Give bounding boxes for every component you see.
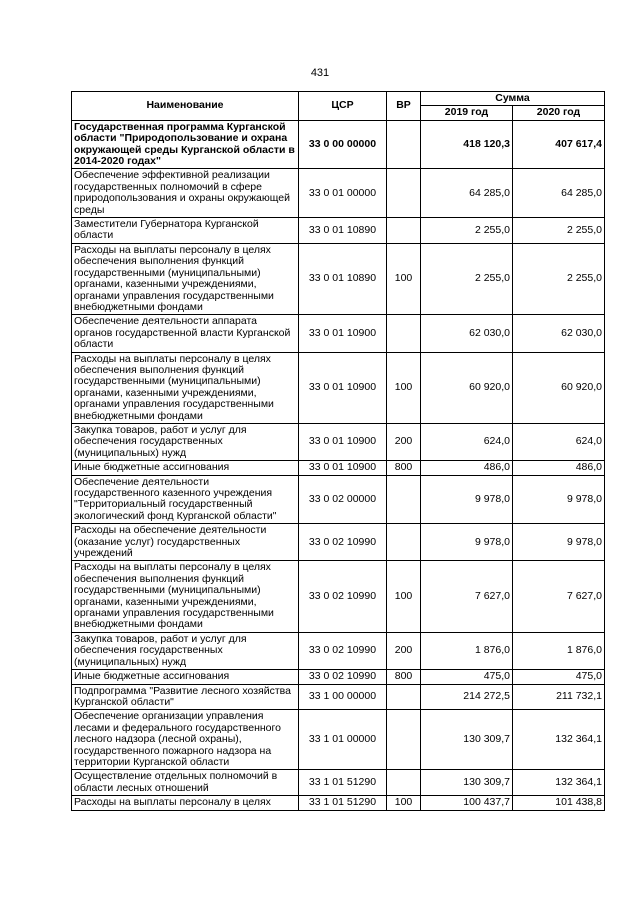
budget-table [71, 91, 605, 811]
row-sum-2020: 60 920,0 [513, 352, 605, 423]
row-sum-2020: 486,0 [513, 461, 605, 475]
row-csr: 33 0 01 10900 [299, 315, 387, 352]
row-sum-2020: 9 978,0 [513, 524, 605, 561]
row-sum-2019: 60 920,0 [421, 352, 513, 423]
header-vr: ВР [387, 92, 421, 121]
row-csr: 33 0 02 00000 [299, 475, 387, 524]
row-sum-2019: 2 255,0 [421, 218, 513, 244]
row-vr [387, 770, 421, 796]
page-number: 431 [310, 67, 330, 79]
row-csr: 33 1 01 51290 [299, 770, 387, 796]
row-vr: 200 [387, 423, 421, 460]
row-csr: 33 0 01 00000 [299, 169, 387, 218]
row-sum-2019: 2 255,0 [421, 243, 513, 314]
table-row [72, 315, 605, 352]
row-vr: 800 [387, 670, 421, 684]
row-vr [387, 710, 421, 770]
row-sum-2019: 9 978,0 [421, 524, 513, 561]
row-csr: 33 0 01 10890 [299, 218, 387, 244]
row-sum-2020: 2 255,0 [513, 243, 605, 314]
row-vr: 100 [387, 561, 421, 632]
row-vr [387, 169, 421, 218]
row-vr: 100 [387, 352, 421, 423]
table-row [72, 770, 605, 796]
row-name: Расходы на выплаты персоналу в целях обеспечения выполнения функций государственными (муниципальными) органами, казенными учреждениями, органами управления государственными внебюджетными фондами [72, 352, 299, 423]
row-name: Государственная программа Курганской области "Природопользование и охрана окружающей среды Курганской области в 2014-2020 годах" [72, 120, 299, 169]
row-vr [387, 120, 421, 169]
row-sum-2019: 624,0 [421, 423, 513, 460]
table-row [72, 461, 605, 475]
row-sum-2020: 132 364,1 [513, 710, 605, 770]
table-row [72, 243, 605, 314]
row-vr: 200 [387, 632, 421, 669]
header-2020: 2020 год [513, 106, 605, 120]
row-sum-2019: 64 285,0 [421, 169, 513, 218]
row-sum-2019: 130 309,7 [421, 770, 513, 796]
row-sum-2019: 418 120,3 [421, 120, 513, 169]
header-csr: ЦСР [299, 92, 387, 121]
row-name: Иные бюджетные ассигнования [72, 670, 299, 684]
row-name: Иные бюджетные ассигнования [72, 461, 299, 475]
row-vr [387, 475, 421, 524]
table-row [72, 524, 605, 561]
table-row [72, 561, 605, 632]
row-csr: 33 1 01 00000 [299, 710, 387, 770]
row-name: Расходы на выплаты персоналу в целях обеспечения выполнения функций государственными (муниципальными) органами, казенными учреждениями, органами управления государственными внебюджетными фондами [72, 243, 299, 314]
row-csr: 33 1 01 51290 [299, 796, 387, 810]
row-name: Закупка товаров, работ и услуг для обеспечения государственных (муниципальных) нужд [72, 632, 299, 669]
table-row [72, 423, 605, 460]
row-csr: 33 0 01 10900 [299, 423, 387, 460]
row-vr: 100 [387, 796, 421, 810]
row-name: Обеспечение деятельности аппарата органов государственной власти Курганской области [72, 315, 299, 352]
row-csr: 33 0 00 00000 [299, 120, 387, 169]
row-csr: 33 0 01 10890 [299, 243, 387, 314]
row-sum-2020: 407 617,4 [513, 120, 605, 169]
row-name: Обеспечение эффективной реализации государственных полномочий в сфере природопользования и охраны окружающей среды [72, 169, 299, 218]
row-sum-2019: 1 876,0 [421, 632, 513, 669]
table-row [72, 352, 605, 423]
table-row [72, 684, 605, 710]
row-name: Обеспечение организации управления лесами и федерального государственного лесного надзора (лесной охраны), государственного пожарного надзора на территории Курганской области [72, 710, 299, 770]
row-name: Подпрограмма "Развитие лесного хозяйства Курганской области" [72, 684, 299, 710]
row-name: Расходы на выплаты персоналу в целях [72, 796, 299, 810]
table-row [72, 218, 605, 244]
row-sum-2020: 9 978,0 [513, 475, 605, 524]
row-sum-2020: 624,0 [513, 423, 605, 460]
row-name: Обеспечение деятельности государственного казенного учреждения "Территориальный государственный экологический фонд Курганской области" [72, 475, 299, 524]
table-row [72, 120, 605, 169]
row-sum-2019: 130 309,7 [421, 710, 513, 770]
header-2019: 2019 год [421, 106, 513, 120]
row-vr [387, 684, 421, 710]
row-sum-2019: 7 627,0 [421, 561, 513, 632]
row-name: Расходы на обеспечение деятельности (оказание услуг) государственных учреждений [72, 524, 299, 561]
row-sum-2020: 211 732,1 [513, 684, 605, 710]
table-row [72, 169, 605, 218]
row-csr: 33 0 01 10900 [299, 461, 387, 475]
row-vr [387, 218, 421, 244]
row-vr [387, 315, 421, 352]
row-sum-2019: 100 437,7 [421, 796, 513, 810]
row-sum-2020: 132 364,1 [513, 770, 605, 796]
row-sum-2020: 2 255,0 [513, 218, 605, 244]
row-name: Осуществление отдельных полномочий в области лесных отношений [72, 770, 299, 796]
table-row [72, 710, 605, 770]
row-vr: 800 [387, 461, 421, 475]
header-sum: Сумма [421, 92, 605, 106]
row-csr: 33 0 02 10990 [299, 670, 387, 684]
row-csr: 33 0 02 10990 [299, 561, 387, 632]
table-row [72, 632, 605, 669]
row-sum-2020: 1 876,0 [513, 632, 605, 669]
row-csr: 33 0 02 10990 [299, 632, 387, 669]
row-sum-2020: 7 627,0 [513, 561, 605, 632]
row-name: Заместители Губернатора Курганской области [72, 218, 299, 244]
table-row [72, 475, 605, 524]
row-sum-2020: 475,0 [513, 670, 605, 684]
row-sum-2019: 214 272,5 [421, 684, 513, 710]
table-body [72, 120, 605, 810]
row-sum-2020: 101 438,8 [513, 796, 605, 810]
row-name: Закупка товаров, работ и услуг для обеспечения государственных (муниципальных) нужд [72, 423, 299, 460]
row-vr: 100 [387, 243, 421, 314]
row-csr: 33 0 01 10900 [299, 352, 387, 423]
row-csr: 33 1 00 00000 [299, 684, 387, 710]
table-header [72, 92, 605, 121]
row-sum-2019: 62 030,0 [421, 315, 513, 352]
table-row [72, 670, 605, 684]
table-row [72, 796, 605, 810]
row-sum-2019: 486,0 [421, 461, 513, 475]
row-sum-2020: 62 030,0 [513, 315, 605, 352]
row-sum-2019: 9 978,0 [421, 475, 513, 524]
header-name: Наименование [72, 92, 299, 121]
row-sum-2020: 64 285,0 [513, 169, 605, 218]
row-csr: 33 0 02 10990 [299, 524, 387, 561]
row-name: Расходы на выплаты персоналу в целях обеспечения выполнения функций государственными (муниципальными) органами, казенными учреждениями, органами управления государственными внебюджетными фондами [72, 561, 299, 632]
row-sum-2019: 475,0 [421, 670, 513, 684]
row-vr [387, 524, 421, 561]
